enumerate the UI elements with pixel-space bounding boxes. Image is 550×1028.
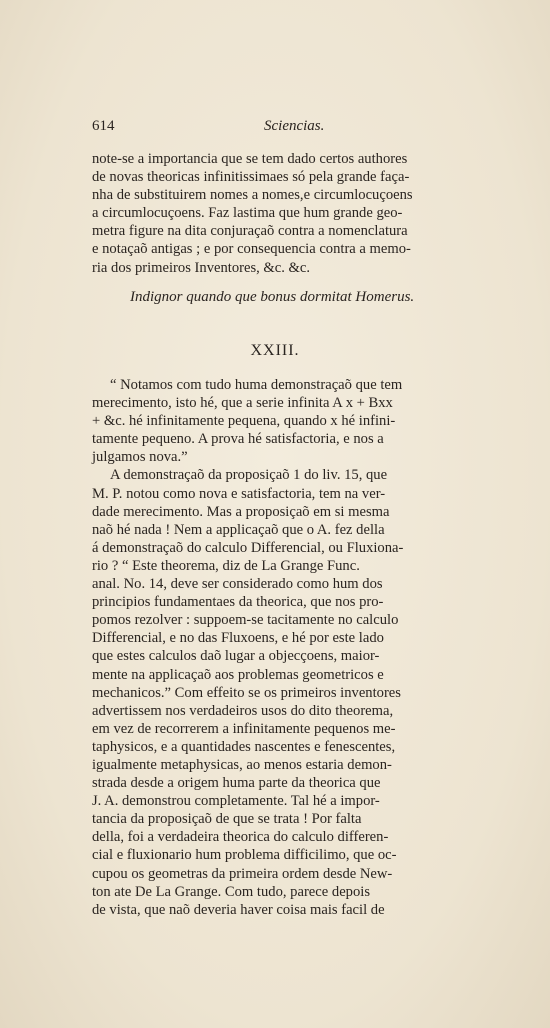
text-line: advertissem nos verdadeiros usos do dito theorema, — [92, 702, 394, 719]
text-line: a circumlocuçoens. Faz lastima que hum grande geo- — [92, 205, 403, 222]
text-line: cupou os geometras da primeira ordem desde New- — [92, 865, 393, 882]
text-line: anal. No. 14, deve ser considerado como hum dos — [92, 576, 383, 593]
text-line: de novas theoricas infinitissimaes só pela grande faça- — [92, 169, 410, 186]
text-line: strada desde a origem huma parte da theorica que — [92, 775, 381, 792]
text-line: igualmente metaphysicas, ao menos estaria demon- — [92, 756, 392, 773]
text-line: + &c. hé infinitamente pequena, quando x hé infini- — [92, 413, 396, 430]
paragraph-1 — [92, 150, 496, 277]
text-line: principios fundamentaes da theorica, que nos pro- — [92, 594, 384, 611]
text-line: julgamos nova.” — [92, 449, 188, 466]
section-title: XXIII. — [250, 342, 300, 359]
text-line: mechanicos.” Com effeito se os primeiros inventores — [92, 684, 401, 701]
text-line: M. P. notou como nova e satisfactoria, tem na ver- — [92, 485, 386, 502]
text-line: ria dos primeiros Inventores, &c. &c. — [92, 259, 311, 276]
text-line: Differencial, e no das Fluxoens, e hé por este lado — [92, 630, 384, 647]
text-line: de vista, que naõ deveria haver coisa mais facil de — [92, 901, 385, 918]
text-line: ton ate De La Grange. Com tudo, parece depois — [92, 883, 370, 900]
text-line: naõ hé nada ! Nem a applicaçaõ que o A. fez della — [92, 521, 385, 538]
text-line: em vez de recorrerem a infinitamente pequenos me- — [92, 720, 396, 737]
text-line: mente na applicaçaõ aos problemas geometricos e — [92, 666, 384, 683]
text-line: cial e fluxionario hum problema difficilimo, que oc- — [92, 847, 397, 864]
paragraph-2 — [92, 376, 496, 919]
page-number: 614 — [92, 118, 115, 134]
text-line: della, foi a verdadeira theorica do calculo differen- — [92, 829, 389, 846]
latin-motto: Indignor quando que bonus dormitat Homerus. — [130, 289, 415, 305]
text-line: dade merecimento. Mas a proposiçaõ em si mesma — [92, 503, 390, 520]
running-title: Sciencias. — [264, 118, 325, 134]
text-line: pomos rezolver : suppoem-se tacitamente no calculo — [92, 612, 399, 629]
text-line: á demonstraçaõ do calculo Differencial, ou Fluxiona- — [92, 539, 404, 556]
text-line: taphysicos, e a quantidades nascentes e fenescentes, — [92, 738, 396, 755]
text-line: “ Notamos com tudo huma demonstraçaõ que tem — [110, 377, 403, 393]
text-line: tamente pequeno. A prova hé satisfactoria, e nos a — [92, 431, 384, 448]
page-header — [92, 118, 467, 138]
text-line: e notaçaõ antigas ; e por consequencia contra a memo- — [92, 241, 411, 258]
text-line: tancia da proposiçaõ de que se trata ! Por falta — [92, 811, 362, 828]
text-line: metra figure na dita conjuraçaõ contra a nomenclatura — [92, 223, 408, 240]
text-line: J. A. demonstrou completamente. Tal hé a impor- — [92, 793, 380, 810]
text-line: note-se a importancia que se tem dado certos authores — [92, 151, 408, 167]
text-line: rio ? “ Este theorema, diz de La Grange Func. — [92, 557, 360, 574]
text-line: que estes calculos daõ lugar a objecçoens, maior- — [92, 648, 380, 665]
text-line: A demonstraçaõ da proposiçaõ 1 do liv. 15, que — [110, 467, 388, 484]
text-line: merecimento, isto hé, que a serie infinita A x + Bxx — [92, 395, 393, 412]
text-line: nha de substituirem nomes a nomes,e circumlocuçoens — [92, 187, 413, 204]
